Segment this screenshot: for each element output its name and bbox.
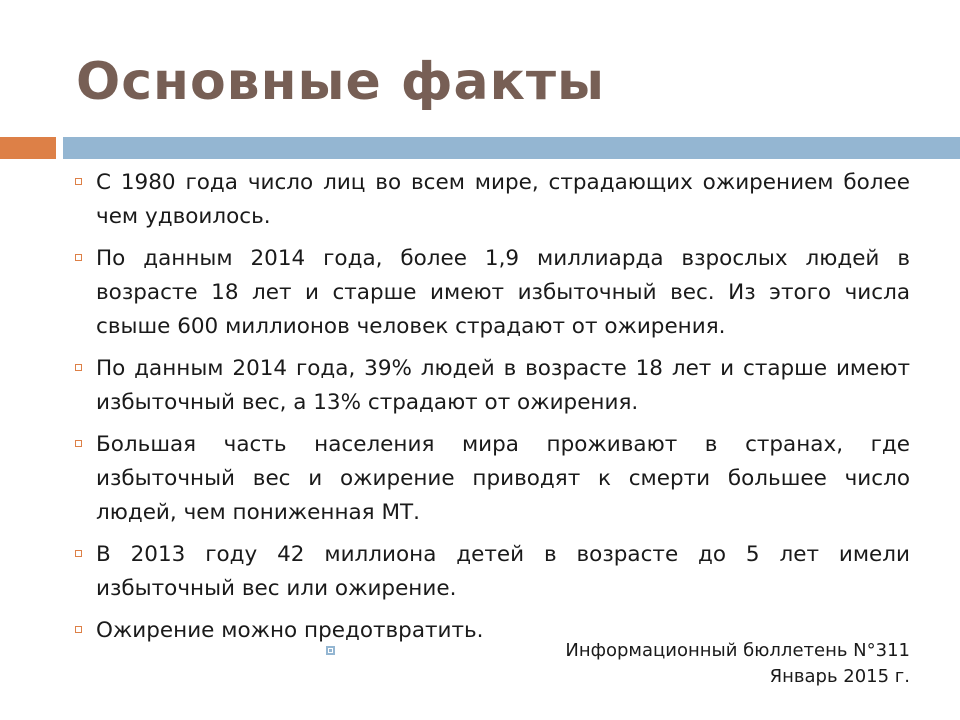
source-title: Информационный бюллетень N°311 (565, 640, 910, 661)
bullet-item (75, 166, 910, 234)
bullet-text: По данным 2014 года, более 1,9 миллиарда взрослых людей в возрасте 18 лет и старше имеют избыточный вес. Из этого числа свыше 600 миллионов человек страдают от ожирения. (96, 246, 910, 339)
bullet-text: С 1980 года число лиц во всем мире, страдающих ожирением более чем удвоилось. (96, 170, 910, 229)
accent-bar-blue (63, 137, 960, 159)
bullet-text: Большая часть населения мира проживают в странах, где избыточный вес и ожирение приводят к смерти большее число людей, чем пониженная МТ. (96, 432, 910, 525)
bullet-item (75, 428, 910, 530)
slide-title: Основные факты (76, 52, 606, 112)
bullet-text: Ожирение можно предотвратить. (96, 618, 484, 643)
bullet-text: По данным 2014 года, 39% людей в возрасте 18 лет и старше имеют избыточный вес, а 13% страдают от ожирения. (96, 356, 910, 415)
bullet-item (75, 242, 910, 344)
square-bullet-icon (326, 646, 335, 655)
hollow-square-bullet-icon (75, 440, 82, 447)
hollow-square-bullet-icon (75, 364, 82, 371)
bullet-item (75, 538, 910, 606)
bullet-text: В 2013 году 42 миллиона детей в возрасте до 5 лет имели избыточный вес или ожирение. (96, 542, 910, 601)
source-date: Январь 2015 г. (769, 666, 910, 687)
bullet-item (75, 352, 910, 420)
hollow-square-bullet-icon (75, 550, 82, 557)
source-citation (565, 638, 910, 690)
hollow-square-bullet-icon (75, 254, 82, 261)
bullet-list (75, 166, 910, 656)
accent-bar-orange (0, 137, 56, 159)
hollow-square-bullet-icon (75, 178, 82, 185)
hollow-square-bullet-icon (75, 626, 82, 633)
